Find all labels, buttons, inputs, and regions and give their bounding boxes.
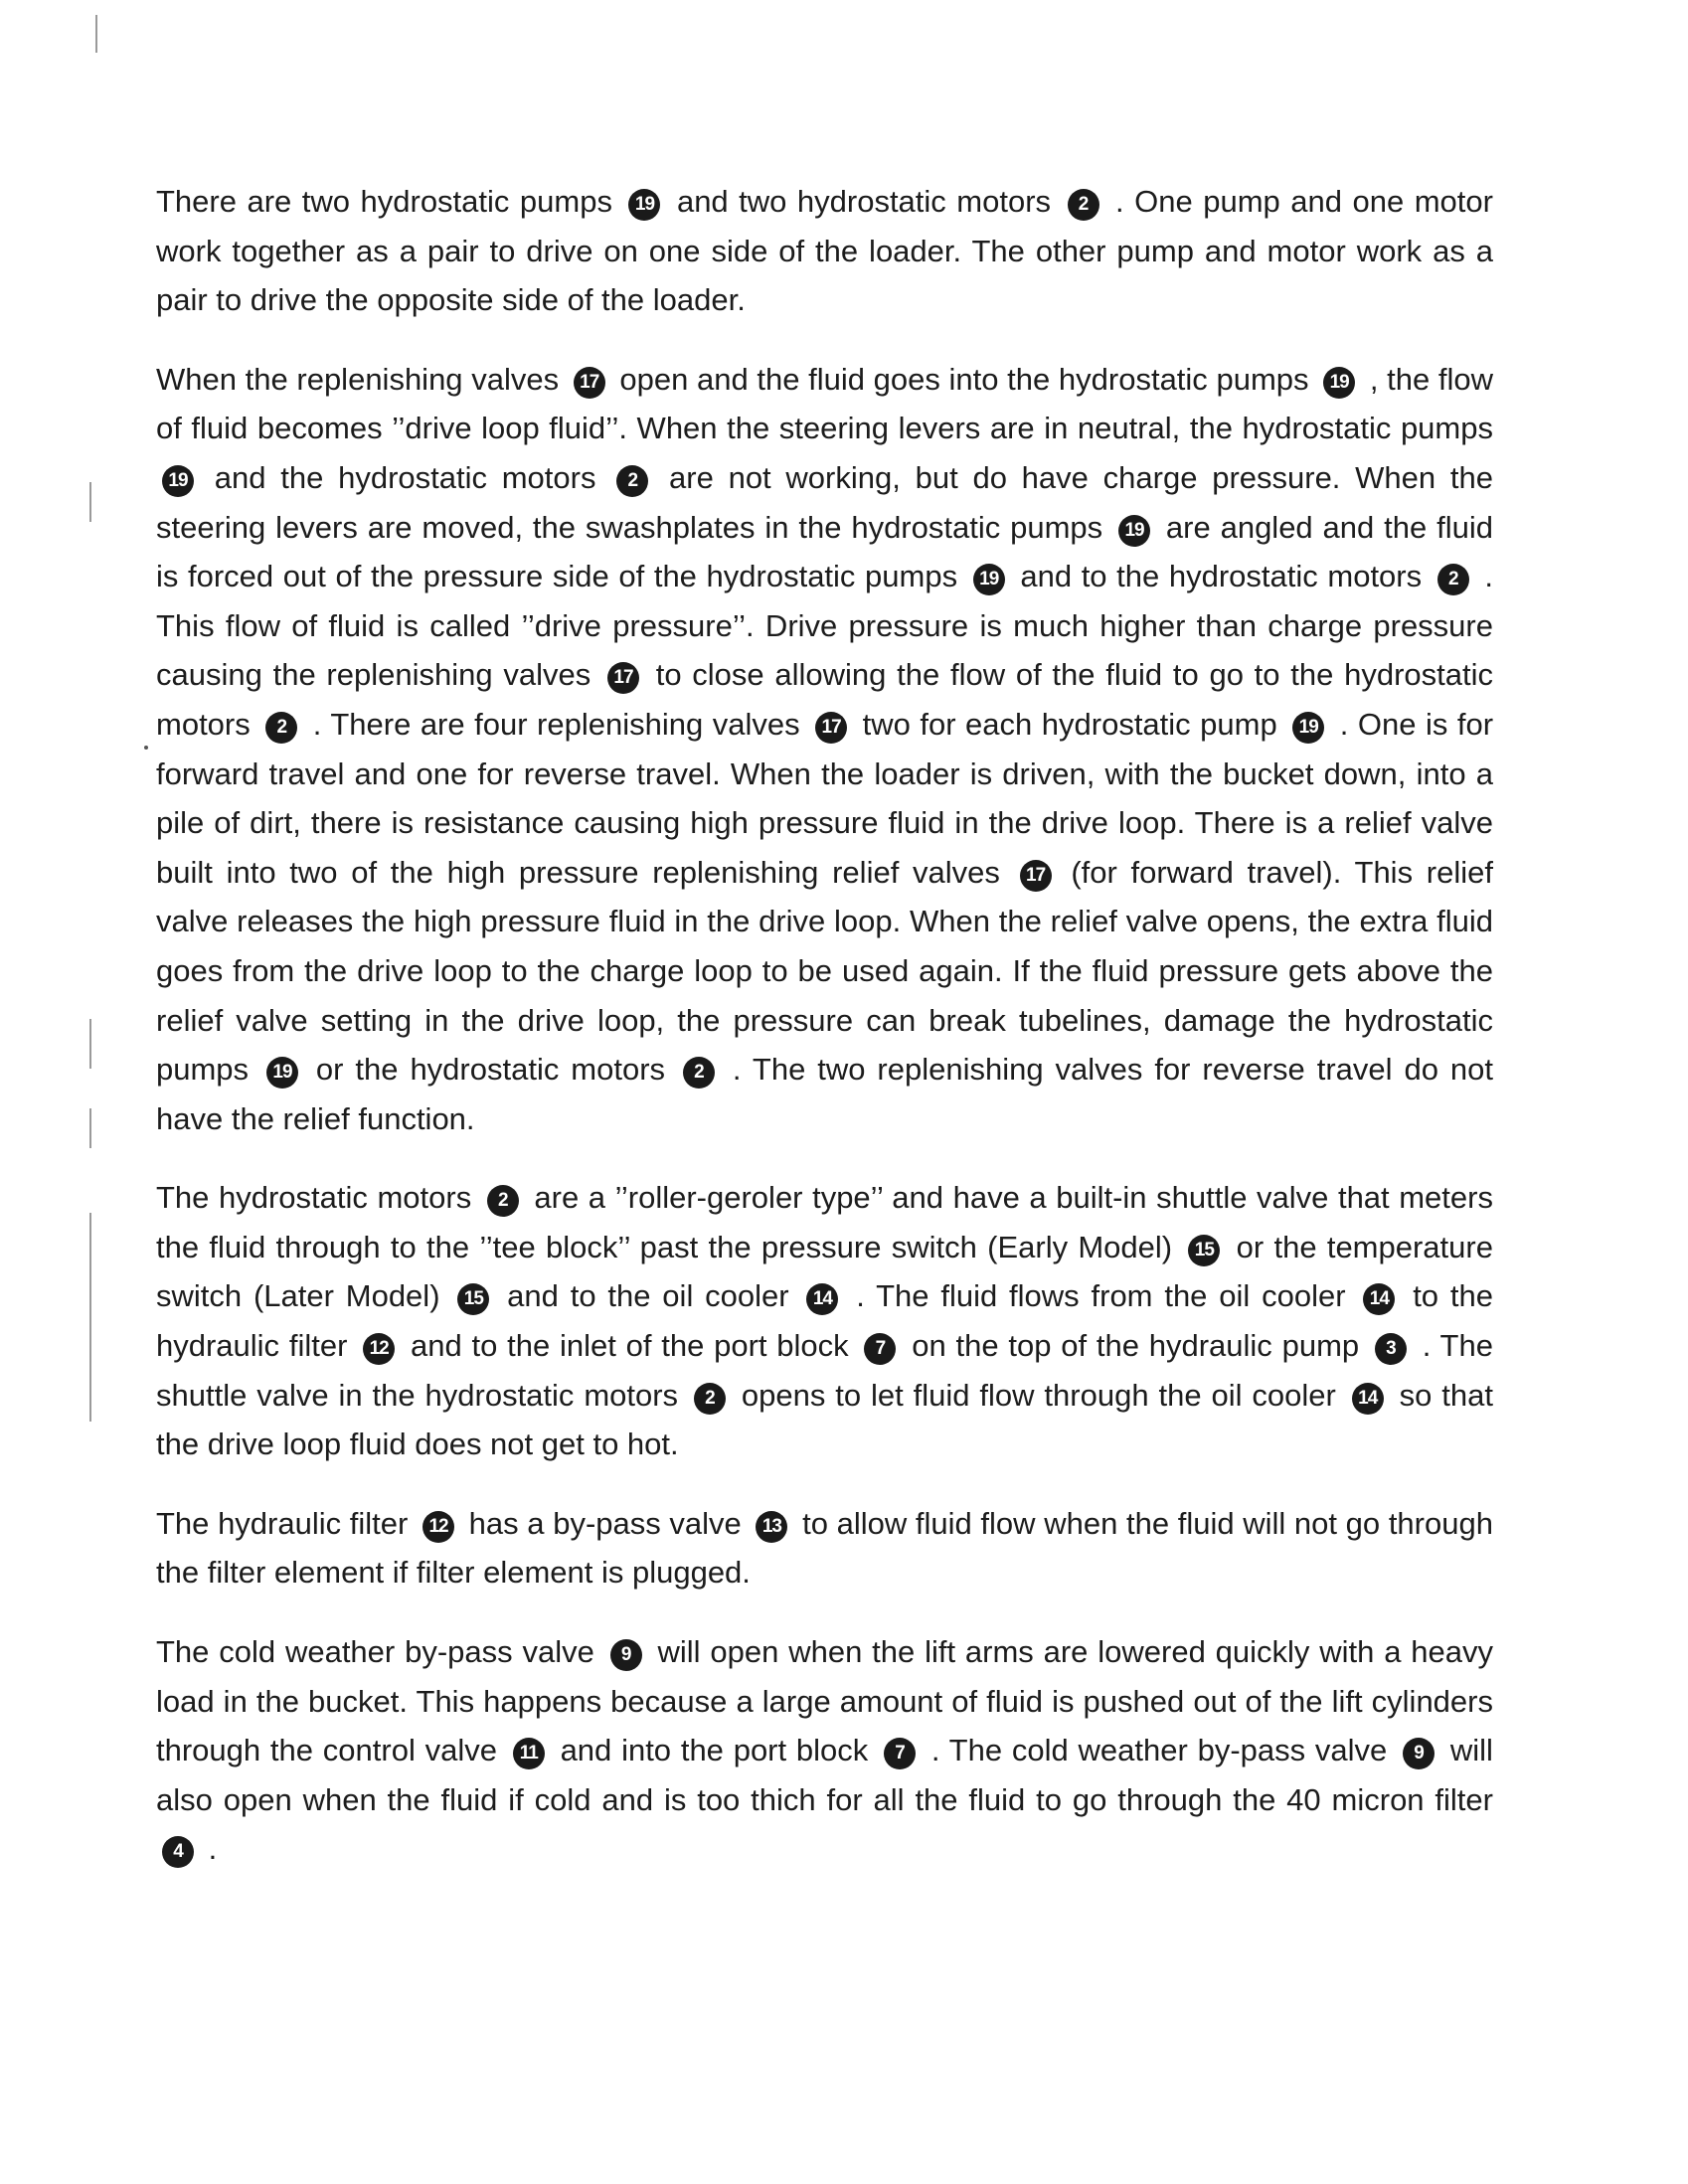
paragraph — [156, 355, 1493, 1144]
paragraph — [156, 1173, 1493, 1469]
text-run: opens to let fluid flow through the oil cooler — [741, 1377, 1336, 1413]
text-run: are a ’’roller-geroler type’’ and have a built-in shuttle valve that meters the fluid through to the ’’tee block’’ past the pressure switch (Early Model) — [156, 1180, 1493, 1264]
part-number-callout: 2 — [1437, 564, 1469, 595]
text-run: on the top of the hydraulic pump — [912, 1328, 1360, 1364]
part-number-callout: 2 — [1068, 189, 1099, 221]
part-number-callout: 17 — [607, 662, 639, 694]
text-run: When the replenishing valves — [156, 361, 560, 397]
text-run: or the temperature switch (Later Model) — [156, 1229, 1493, 1314]
text-run: . The cold weather by-pass valve — [930, 1733, 1388, 1768]
text-run: to allow fluid flow when the fluid will not go through the filter element if filter element is plugged. — [156, 1505, 1493, 1591]
text-run: . There are four replenishing valves — [312, 706, 800, 742]
text-run: . The shuttle valve in the hydrostatic motors — [156, 1328, 1493, 1413]
text-run: . This flow of fluid is called ’’drive pressure’’. Drive pressure is much higher than charge pressure causing the replenishing valves — [156, 559, 1493, 693]
part-number-callout: 19 — [1118, 515, 1150, 547]
part-number-callout: 2 — [683, 1057, 715, 1089]
paragraph — [156, 177, 1493, 325]
text-run: are angled and the fluid is forced out of the pressure side of the hydrostatic pumps — [156, 509, 1493, 594]
part-number-callout: 13 — [756, 1511, 787, 1543]
part-number-callout: 7 — [884, 1738, 916, 1769]
margin-mark-lower — [89, 1213, 91, 1422]
part-number-callout: 17 — [574, 367, 605, 399]
text-run: to close allowing the flow of the fluid to go to the hydrostatic motors — [156, 657, 1493, 742]
part-number-callout: 7 — [864, 1333, 896, 1365]
part-number-callout: 19 — [1323, 367, 1355, 399]
text-run: The hydrostatic motors — [156, 1180, 472, 1216]
text-run: two for each hydrostatic pump — [862, 706, 1277, 742]
paragraph — [156, 1627, 1493, 1874]
part-number-callout: 19 — [973, 564, 1005, 595]
part-number-callout: 15 — [457, 1283, 489, 1315]
page-body — [156, 177, 1493, 1904]
part-number-callout: 12 — [363, 1333, 395, 1365]
part-number-callout: 9 — [1403, 1738, 1435, 1769]
text-run: . One is for forward travel and one for reverse travel. When the loader is driven, with the bucket down, into a pile of dirt, there is resistance causing high pressure fluid in the drive loop. There is a relief valve built into two of the high pressure replenishing relief valves — [156, 706, 1494, 890]
text-run: . One pump and one motor work together as a pair to drive on one side of the loader. The other pump and motor work as a pair to drive the opposite side of the loader. — [156, 184, 1493, 318]
part-number-callout: 2 — [694, 1383, 726, 1415]
part-number-callout: 14 — [1363, 1283, 1395, 1315]
margin-mark-middle-2 — [89, 1108, 91, 1148]
part-number-callout: 19 — [162, 465, 194, 497]
part-number-callout: 19 — [266, 1057, 298, 1089]
part-number-callout: 17 — [815, 712, 847, 744]
part-number-callout: 12 — [422, 1511, 454, 1543]
part-number-callout: 14 — [1352, 1383, 1384, 1415]
margin-mark-upper — [89, 482, 91, 522]
text-run: The hydraulic filter — [156, 1505, 409, 1541]
text-run: open and the fluid goes into the hydrostatic pumps — [619, 361, 1309, 397]
part-number-callout: 2 — [265, 712, 297, 744]
text-run: . The two replenishing valves for reverse travel do not have the relief function. — [156, 1052, 1493, 1136]
text-run: There are two hydrostatic pumps — [156, 184, 612, 219]
part-number-callout: 11 — [513, 1738, 545, 1769]
text-run: and into the port block — [560, 1733, 869, 1768]
text-run: . The fluid flows from the oil cooler — [856, 1278, 1346, 1314]
margin-mark-middle — [89, 1019, 91, 1069]
part-number-callout: 9 — [610, 1639, 642, 1671]
margin-mark-top — [95, 15, 97, 53]
scan-speck — [144, 746, 148, 750]
text-run: or the hydrostatic motors — [315, 1052, 666, 1088]
text-run: and the hydrostatic motors — [214, 459, 596, 495]
text-run: to the hydraulic filter — [156, 1278, 1493, 1364]
part-number-callout: 14 — [806, 1283, 838, 1315]
paragraph — [156, 1499, 1493, 1597]
text-run: so that the drive loop fluid does not get to hot. — [156, 1377, 1493, 1462]
part-number-callout: 19 — [628, 189, 660, 221]
text-run: , the flow of fluid becomes ’’drive loop fluid’’. When the steering levers are in neutral, the hydrostatic pumps — [156, 361, 1493, 446]
part-number-callout: 2 — [616, 465, 648, 497]
text-run: and two hydrostatic motors — [676, 184, 1052, 219]
text-run: and to the inlet of the port block — [410, 1328, 849, 1364]
text-run: . — [208, 1831, 218, 1867]
part-number-callout: 3 — [1375, 1333, 1407, 1365]
text-run: and to the oil cooler — [507, 1278, 789, 1314]
part-number-callout: 2 — [487, 1185, 519, 1217]
part-number-callout: 19 — [1292, 712, 1324, 744]
text-run: The cold weather by-pass valve — [156, 1634, 594, 1670]
text-run: are not working, but do have charge pressure. When the steering levers are moved, the swashplates in the hydrostatic pumps — [156, 459, 1494, 545]
text-run: (for forward travel). This relief valve releases the high pressure fluid in the drive loop. When the relief valve opens, the extra fluid goes from the drive loop to the charge loop to be used again. If the fluid pressure gets above the relief valve setting in the drive loop, the pressure can break tubelines, damage the hydrostatic pumps — [156, 854, 1493, 1088]
text-run: will open when the lift arms are lowered quickly with a heavy load in the bucket. This happens because a large amount of fluid is pushed out of the lift cylinders through the control valve — [156, 1634, 1493, 1768]
part-number-callout: 15 — [1188, 1235, 1220, 1266]
part-number-callout: 4 — [162, 1836, 194, 1868]
text-run: will also open when the fluid if cold and is too thich for all the fluid to go through the 40 micron filter — [156, 1733, 1493, 1817]
text-run: and to the hydrostatic motors — [1020, 559, 1423, 594]
text-run: has a by-pass valve — [468, 1505, 742, 1541]
part-number-callout: 17 — [1020, 860, 1052, 892]
